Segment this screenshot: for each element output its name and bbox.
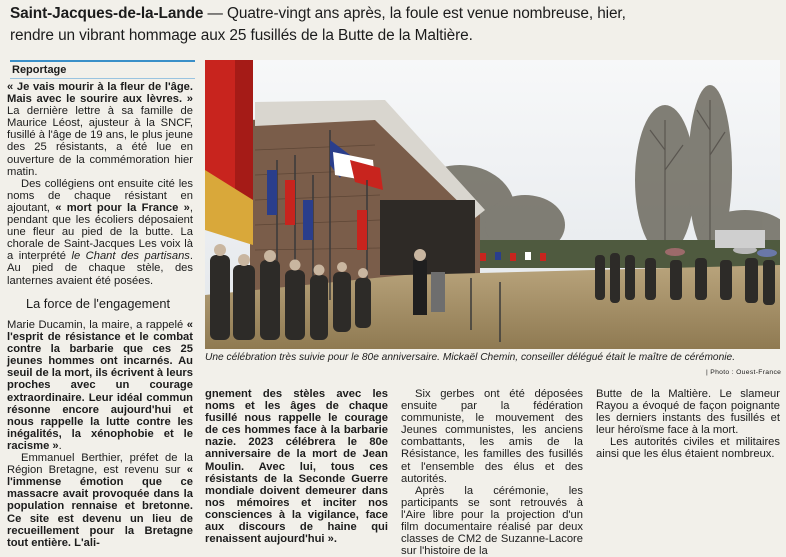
headline-line2: rendre un vibrant hommage aux 25 fusillés de la Butte de la Maltière. bbox=[10, 27, 473, 44]
quote-text: « l'esprit de résistance et le combat contre la barbarie que ces 25 jeunes hommes ont incarnés. Au seuil de la mort, ils écrivent à leurs proches avec un courage extraordinaire. Leur idéal commun résonne encore aujourd'hui et nous rappelle la lutte contre les inégalités, la xénophobie et le racisme » bbox=[7, 319, 193, 452]
paragraph bbox=[7, 178, 193, 287]
headline-place: Saint-Jacques-de-la-Lande bbox=[10, 5, 204, 22]
headline-line1: Quatre-vingt ans après, la foule est venue nombreuse, hier, bbox=[227, 5, 626, 22]
ceremony-photo-illustration bbox=[205, 60, 780, 349]
paragraph bbox=[7, 81, 193, 178]
article-column-3 bbox=[401, 388, 583, 557]
paragraph-text: Emmanuel Berthier, préfet de la Région Bretagne, est revenu sur bbox=[7, 452, 193, 477]
article-column-2 bbox=[205, 388, 388, 545]
article-column-1 bbox=[7, 81, 193, 287]
article-column-4 bbox=[596, 388, 780, 461]
subheading: La force de l'engagement bbox=[26, 296, 171, 311]
paragraph-text: . Au pied de chaque stèle, des lanternes avaient été posées. bbox=[7, 250, 193, 287]
paragraph-text: Des collégiens ont ensuite cité les noms de chaque résistant en ajoutant, bbox=[7, 177, 193, 214]
opening-quote: « Je vais mourir à la fleur de l'âge. Mais avec le sourire aux lèvres. » bbox=[7, 81, 193, 106]
paragraph-text: , pendant que les écoliers déposaient une fleur au pied de la butte. La chorale de Saint-Jacques Les voix là a interprété bbox=[7, 201, 193, 263]
section-label: Reportage bbox=[10, 60, 195, 79]
paragraph bbox=[7, 452, 193, 549]
quote-text: « mort pour la France » bbox=[55, 201, 190, 214]
song-title: le Chant des partisans bbox=[71, 250, 190, 263]
paragraph-text: . bbox=[58, 439, 62, 452]
headline bbox=[10, 3, 780, 47]
article-column-1-continued bbox=[7, 319, 193, 549]
paragraph: Six gerbes ont été déposées ensuite par la fédération communiste, le mouvement des Jeunes communistes, les anciens combattants, les amis de la Résistance, les familles des fusillés et l'ensemble des élus et des autorités. bbox=[401, 388, 583, 485]
paragraph bbox=[7, 319, 193, 452]
paragraph: Les autorités civiles et militaires ainsi que les élus étaient nombreux. bbox=[596, 436, 780, 461]
headline-dash: — bbox=[203, 5, 228, 22]
paragraph-text: Marie Ducamin, la maire, a rappelé bbox=[7, 319, 187, 331]
ceremony-photo bbox=[205, 60, 780, 349]
photo-caption: Une célébration très suivie pour le 80e anniversaire. Mickaël Chemin, conseiller délégué était le maître de cérémonie. bbox=[205, 352, 736, 363]
paragraph: Butte de la Maltière. Le slameur Rayou a évoqué de façon poignante les derniers instants des fusillés et leur héroïsme face à la mort. bbox=[596, 388, 780, 437]
photo-credit: | Photo : Ouest-France bbox=[706, 369, 782, 376]
paragraph: gnement des stèles avec les noms et les âges de chaque fusillé nous rappelle le courage de ces hommes face à la barbarie nazie. 2023 célébrera le 80e anniversaire de la mort de Jean Moulin. Avec lui, tous ces résistants de la Seconde Guerre mondiale doivent demeurer dans nos mémoires et inciter nos consciences à la vigilance, face aux discours de haine qui renaissent aujourd'hui ». bbox=[205, 388, 388, 546]
paragraph: Après la cérémonie, les participants se sont retrouvés à l'Aire libre pour la projection d'un film documentaire réalisé par deux classes de CM2 de Suzanne-Lacore sur l'histoire de la bbox=[401, 484, 583, 557]
paragraph-text: La dernière lettre à sa famille de Maurice Léost, ajusteur à la SNCF, fusillé à l'âge de 19 ans, le plus jeune des 25 résistants, a été lue en ouverture de la commémoration hier matin. bbox=[7, 105, 193, 178]
quote-text: « l'immense émotion que ce massacre avait provoquée dans la population rennaise et bretonne. Ce site est devenu un lieu de recueillement pour la Bretagne tout entière. L'ali- bbox=[7, 464, 193, 549]
